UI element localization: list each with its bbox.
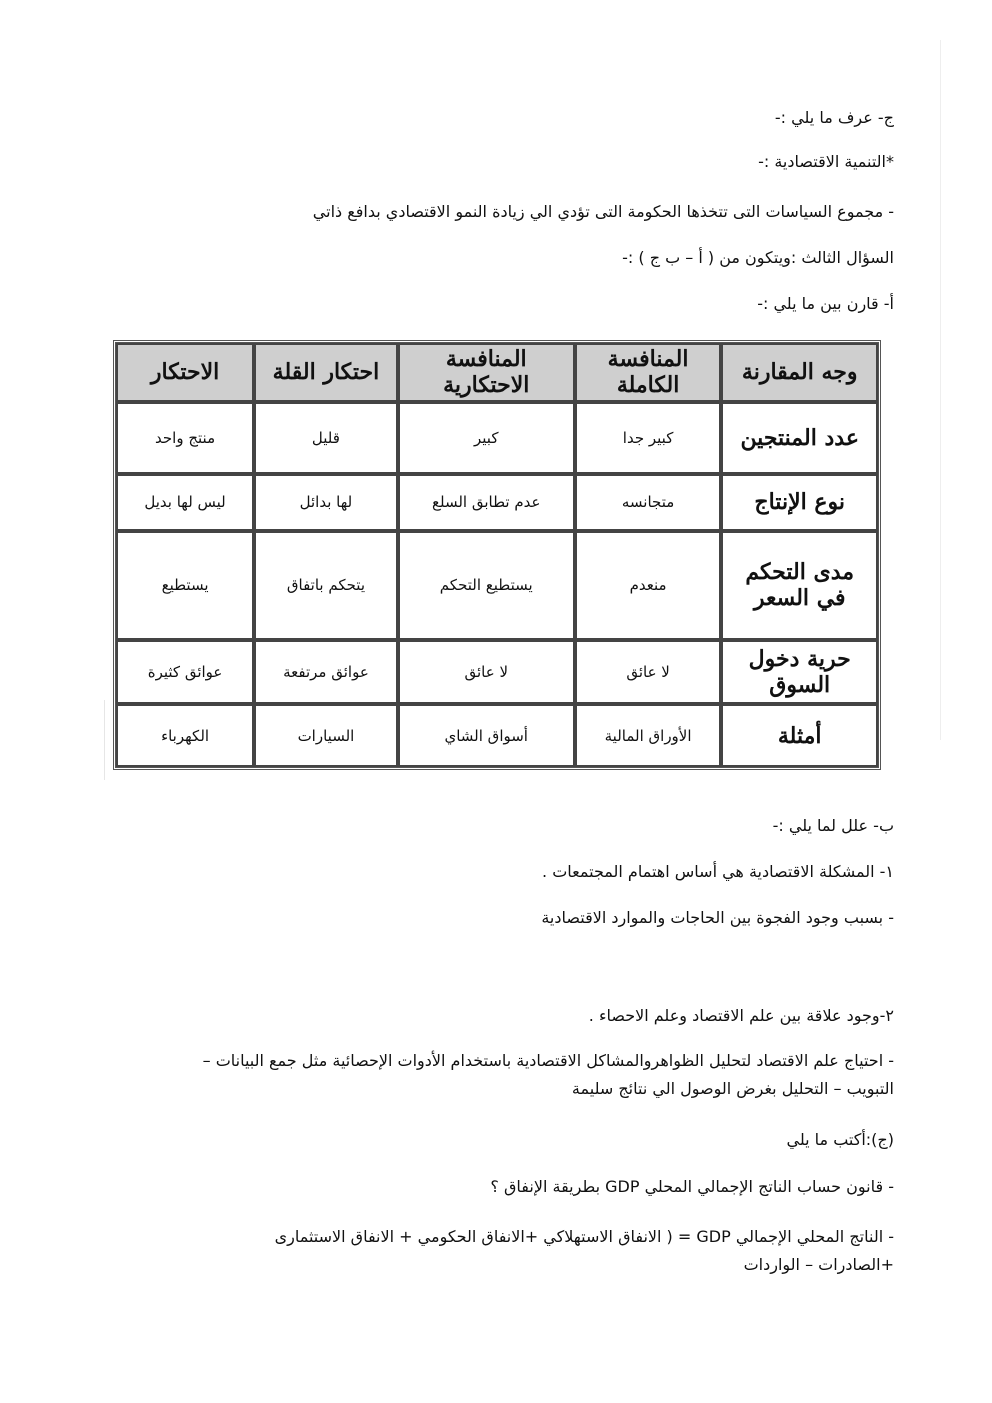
table-row xyxy=(116,640,878,705)
table-cell: السيارات xyxy=(254,704,398,767)
table-cell: متجانسه xyxy=(575,474,722,531)
table-row xyxy=(116,704,878,767)
row-label: أمثلة xyxy=(721,704,878,767)
row-label: مدى التحكم في السعر xyxy=(721,531,878,640)
table-cell: كبير جدا xyxy=(575,402,722,475)
table-cell: يستطيع xyxy=(116,531,254,640)
table-cell: الأوراق المالية xyxy=(575,704,722,767)
table-cell: لا عائق xyxy=(575,640,722,705)
table-header-row xyxy=(116,343,878,402)
header-cell-aspect: وجه المقارنة xyxy=(721,343,878,402)
gdp-formula-line1: - الناتج المحلي الإجمالي GDP = ( الانفاق الاستهلاكي +الانفاق الحكومي + الانفاق الاستثمارى xyxy=(274,1227,894,1246)
part-a-heading: أ- قارن بين ما يلي :- xyxy=(757,294,894,313)
table-cell: يتحكم باتفاق xyxy=(254,531,398,640)
row-label: نوع الإنتاج xyxy=(721,474,878,531)
scan-edge-mark xyxy=(940,40,941,740)
table-cell: لها بدائل xyxy=(254,474,398,531)
table-cell: قليل xyxy=(254,402,398,475)
table-cell: عدم تطابق السلع xyxy=(398,474,575,531)
header-cell-oligopoly: احتكار القلة xyxy=(254,343,398,402)
table-cell: ليس لها بديل xyxy=(116,474,254,531)
table-row xyxy=(116,402,878,475)
table-cell: الكهرباء xyxy=(116,704,254,767)
table-cell: يستطيع التحكم xyxy=(398,531,575,640)
reason-item-2: ٢-وجود علاقة بين علم الاقتصاد وعلم الاحصاء . xyxy=(588,1006,894,1025)
reason-answer-2-line2: التبويب – التحليل بغرض الوصول الي نتائج سليمة xyxy=(571,1079,894,1098)
reason-answer-1: - بسبب وجود الفجوة بين الحاجات والموارد الاقتصادية xyxy=(541,908,894,927)
header-cell-monopoly: الاحتكار xyxy=(116,343,254,402)
part-b-heading: ب- علل لما يلي :- xyxy=(772,816,894,835)
table-cell: منتج واحد xyxy=(116,402,254,475)
reason-item-1: ١- المشكلة الاقتصادية هي أساس اهتمام المجتمعات . xyxy=(542,862,894,881)
header-cell-perfect-competition: المنافسة الكاملة xyxy=(575,343,722,402)
question3-title: السؤال الثالث :ويتكون من ( أ – ب ج ) :- xyxy=(622,248,894,267)
term-economic-development: *التنمية الاقتصادية :- xyxy=(758,152,894,171)
gdp-question: - قانون حساب الناتج الإجمالي المحلي GDP بطريقة الإنفاق ؟ xyxy=(490,1177,894,1196)
section-c-heading: ج- عرف ما يلي :- xyxy=(774,108,894,127)
row-label: عدد المنتجين xyxy=(721,402,878,475)
row-label: حرية دخول السوق xyxy=(721,640,878,705)
table-cell: لا عائق xyxy=(398,640,575,705)
scan-edge-mark xyxy=(104,700,105,780)
header-cell-monopolistic-competition: المنافسة الاحتكارية xyxy=(398,343,575,402)
part-c-heading: (ج):أكتب ما يلي xyxy=(786,1130,894,1149)
table-cell: منعدم xyxy=(575,531,722,640)
table-row xyxy=(116,474,878,531)
table-cell: عوائق مرتفعة xyxy=(254,640,398,705)
reason-answer-2-line1: - احتياج علم الاقتصاد لتحليل الظواهروالمشاكل الاقتصادية باستخدام الأدوات الإحصائية مثل جمع البيانات – xyxy=(202,1051,894,1070)
gdp-formula-line2: +الصادرات – الواردات xyxy=(743,1255,894,1274)
table-cell: عوائق كثيرة xyxy=(116,640,254,705)
comparison-table xyxy=(113,340,881,770)
definition-text: - مجموع السياسات التى تتخذها الحكومة التى تؤدي الي زيادة النمو الاقتصادي بدافع ذاتي xyxy=(312,202,894,221)
table-cell: كبير xyxy=(398,402,575,475)
table-cell: أسواق الشاي xyxy=(398,704,575,767)
table-row xyxy=(116,531,878,640)
